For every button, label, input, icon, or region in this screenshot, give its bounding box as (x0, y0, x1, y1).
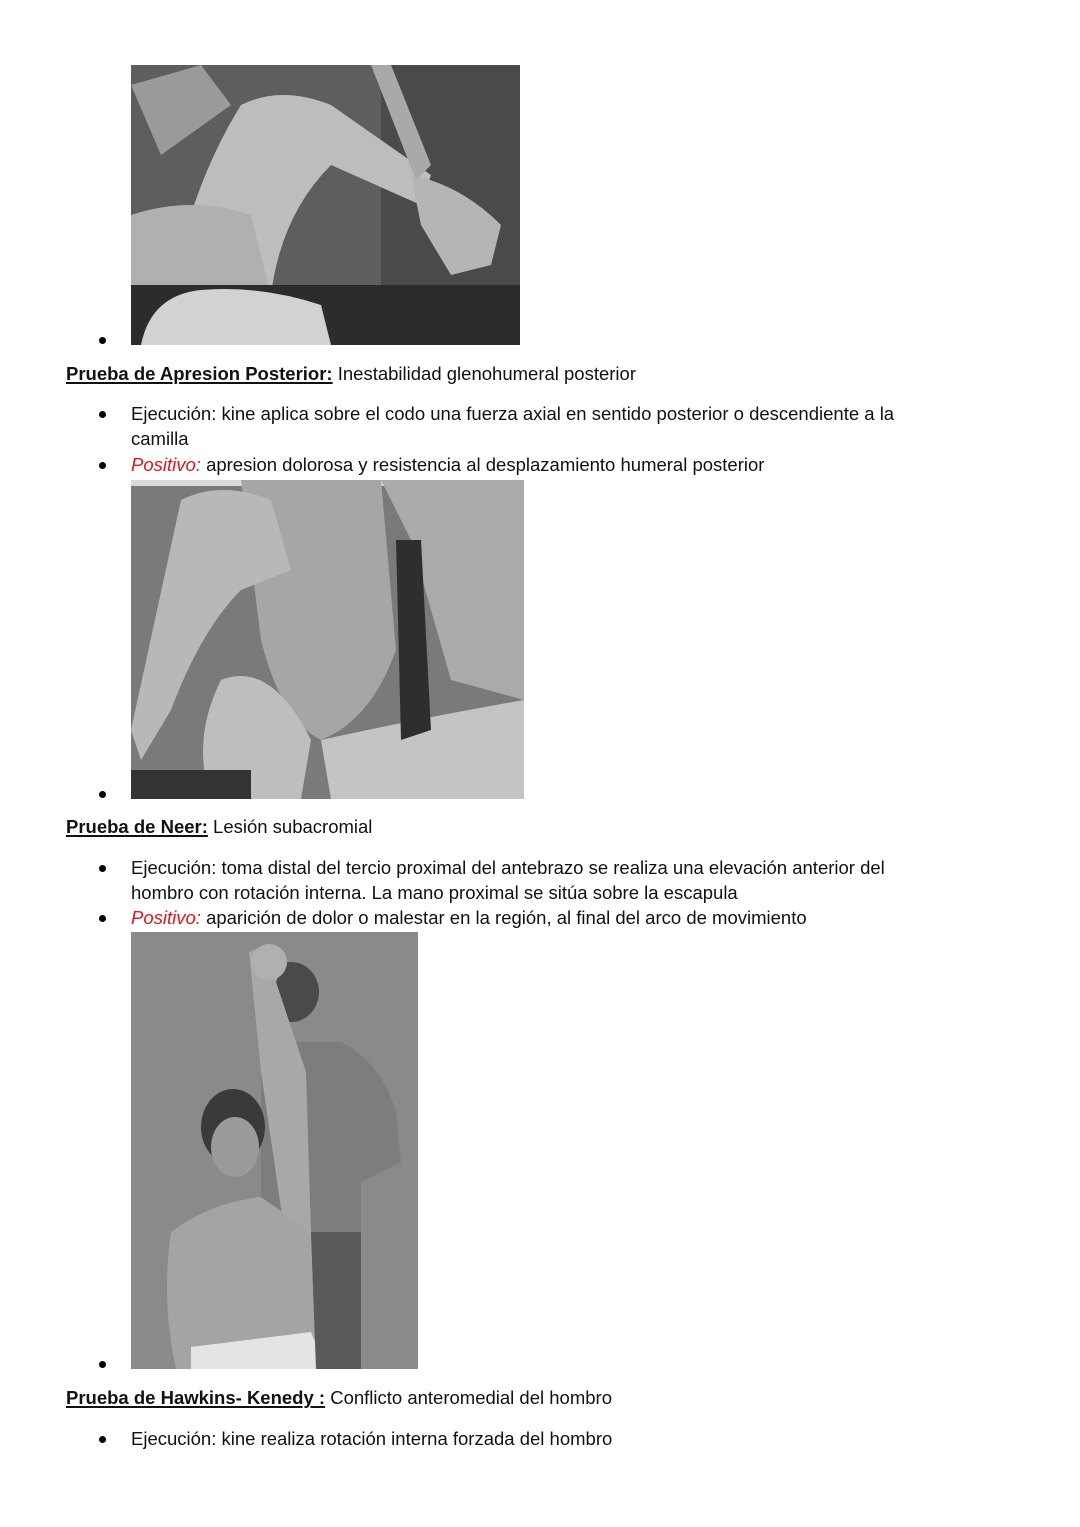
test-title: Prueba de Hawkins- Kenedy : (66, 1387, 326, 1408)
exam-photo-3 (131, 932, 418, 1369)
list-bullet (99, 337, 106, 344)
test-indication: Inestabilidad glenohumeral posterior (337, 363, 636, 384)
execution-text-cont: hombro con rotación interna. La mano proximal se sitúa sobre la escapula (131, 882, 738, 903)
list-bullet (99, 865, 106, 872)
list-bullet (99, 791, 106, 798)
execution-text: Ejecución: toma distal del tercio proximal del antebrazo se realiza una elevación anterior del (131, 857, 885, 878)
section-heading (66, 815, 372, 839)
execution-text-cont: camilla (131, 428, 189, 449)
test-indication: Conflicto anteromedial del hombro (330, 1387, 612, 1408)
positive-finding (131, 453, 764, 477)
list-bullet (99, 1436, 106, 1443)
list-bullet (99, 462, 106, 469)
test-indication: Lesión subacromial (213, 816, 373, 837)
section-heading (66, 362, 636, 386)
test-title: Prueba de Apresion Posterior: (66, 363, 333, 384)
positive-label: Positivo: (131, 454, 201, 475)
execution-text: Ejecución: kine aplica sobre el codo una fuerza axial en sentido posterior o descendiente a la (131, 403, 895, 424)
positive-label: Positivo: (131, 907, 201, 928)
section-heading (66, 1386, 612, 1410)
positive-text: apresion dolorosa y resistencia al desplazamiento humeral posterior (206, 454, 765, 475)
exam-photo-1 (131, 65, 520, 345)
exam-photo-2 (131, 480, 524, 799)
execution-text: Ejecución: kine realiza rotación interna forzada del hombro (131, 1428, 613, 1449)
positive-finding (131, 906, 807, 930)
test-title: Prueba de Neer: (66, 816, 208, 837)
list-bullet (99, 915, 106, 922)
list-bullet (99, 411, 106, 418)
list-bullet (99, 1361, 106, 1368)
positive-text: aparición de dolor o malestar en la región, al final del arco de movimiento (206, 907, 807, 928)
